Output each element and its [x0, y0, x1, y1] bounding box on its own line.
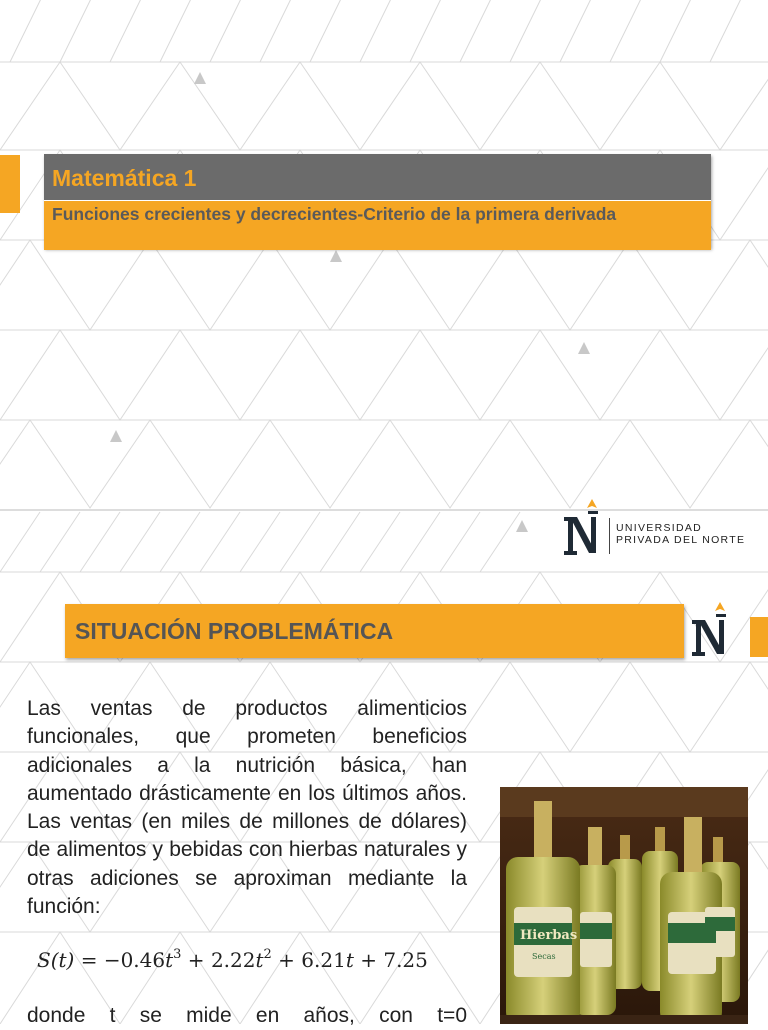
formula-c2: 2.22 — [210, 948, 256, 972]
university-line2: PRIVADA DEL NORTE — [616, 534, 746, 546]
topic-subtitle: Funciones crecientes y decrecientes-Criterio de la primera derivada — [44, 201, 711, 250]
title-box — [44, 154, 711, 248]
slide-title — [0, 0, 768, 508]
problem-text: Las ventas de productos alimenticios funcionales, que prometen beneficios adicionales a la nutrición básica, han aumentado drásticamente en los últimos años. Las ventas (en miles de millones de dólares) de alimentos y bebidas con hierbas naturales y otras adiciones se aproximan mediante la función: — [27, 697, 467, 919]
continuation-text: donde t se mide en años, con t=0 — [27, 1004, 467, 1027]
formula-c0: 7.25 — [383, 948, 428, 972]
left-accent-bar — [0, 155, 20, 213]
formula-lhs: S(t) — [37, 948, 75, 972]
right-accent-bar — [750, 617, 768, 657]
formula-exp3: 3 — [173, 947, 182, 962]
formula-c3: −0.46 — [103, 948, 166, 972]
bottle-label-sub: Secas — [532, 952, 556, 961]
formula-var-2: t — [255, 948, 264, 972]
formula-c1: 6.21 — [301, 948, 346, 972]
upn-n-small-icon — [690, 600, 732, 660]
herb-bottles-photo — [500, 787, 748, 1024]
formula-var-3: t — [165, 948, 174, 972]
bottle-label-brand: Hierbas — [520, 928, 578, 943]
sales-function-formula: $S(t) = -0.46t^3 + 2.22t^2 + 6.21t + 7.25$ — [37, 947, 428, 972]
bottles-image — [500, 787, 748, 1024]
course-title: Matemática 1 — [44, 154, 711, 201]
formula-var-1: t — [345, 948, 354, 972]
section-title: SITUACIÓN PROBLEMÁTICA — [65, 604, 684, 658]
formula-exp2: 2 — [263, 947, 272, 962]
university-line1: UNIVERSIDAD — [616, 522, 703, 534]
